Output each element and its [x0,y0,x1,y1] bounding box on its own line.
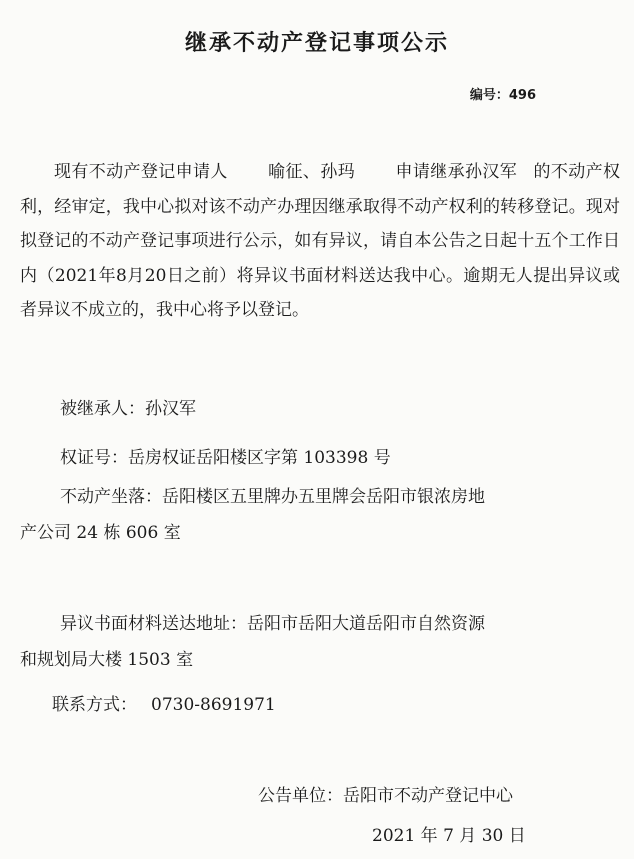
paragraph-rest: 的不动产权利，经审定，我中心拟对该不动产办理因继承取得不动产权利的转移登记。现对拟登记的不动产登记事项进行公示，如有异议，请自本公告之日起十五个工作日内（2021年8月20日之前）将异议书面材料送达我中心。逾期无人提出异议或者异议不成立的，我中心将予以登记。 [20,162,621,320]
objection-address-label: 异议书面材料送达地址： [60,614,247,634]
paragraph-request: 申请继承 [395,162,465,182]
certificate-value: 岳房权证岳阳楼区字第 103398 号 [128,448,391,468]
contact-label: 联系方式： [52,695,137,715]
location-label: 不动产坐落： [60,487,162,507]
location-row-continued [20,521,620,545]
certificate-label: 权证号： [60,448,128,468]
decedent-value: 孙汉军 [145,399,196,419]
location-row [60,485,634,509]
decedent-label: 被继承人： [60,399,145,419]
contact-value: 0730-8691971 [151,695,276,715]
objection-address-value-line2: 和规划局大楼 1503 室 [20,650,194,670]
location-value-line2: 产公司 24 栋 606 室 [20,523,181,543]
announcement-paragraph [20,155,620,328]
issuer-value: 岳阳市不动产登记中心 [343,786,513,806]
location-value-line1: 岳阳楼区五里牌办五里牌会岳阳市银浓房地 [162,487,485,507]
decedent-row [60,397,634,421]
objection-address-row-continued [20,648,620,672]
decedent-name-inline: 孙汉军 [464,162,518,182]
issuer-label: 公告单位： [258,786,343,806]
document-number-value: 496 [508,88,536,103]
contact-row [52,693,634,717]
document-number [470,84,536,103]
objection-address-value-line1: 岳阳市岳阳大道岳阳市自然资源 [247,614,485,634]
document-number-label: 编号： [469,88,509,103]
applicants-names: 喻征、孙玛 [267,162,356,182]
certificate-row [60,446,634,470]
issuer-signature [258,781,513,806]
objection-address-row [60,612,634,636]
issue-date: 2021 年 7 月 30 日 [372,826,526,846]
document-title: 继承不动产登记事项公示 [184,31,449,56]
paragraph-intro: 现有不动产登记申请人 [54,162,228,182]
